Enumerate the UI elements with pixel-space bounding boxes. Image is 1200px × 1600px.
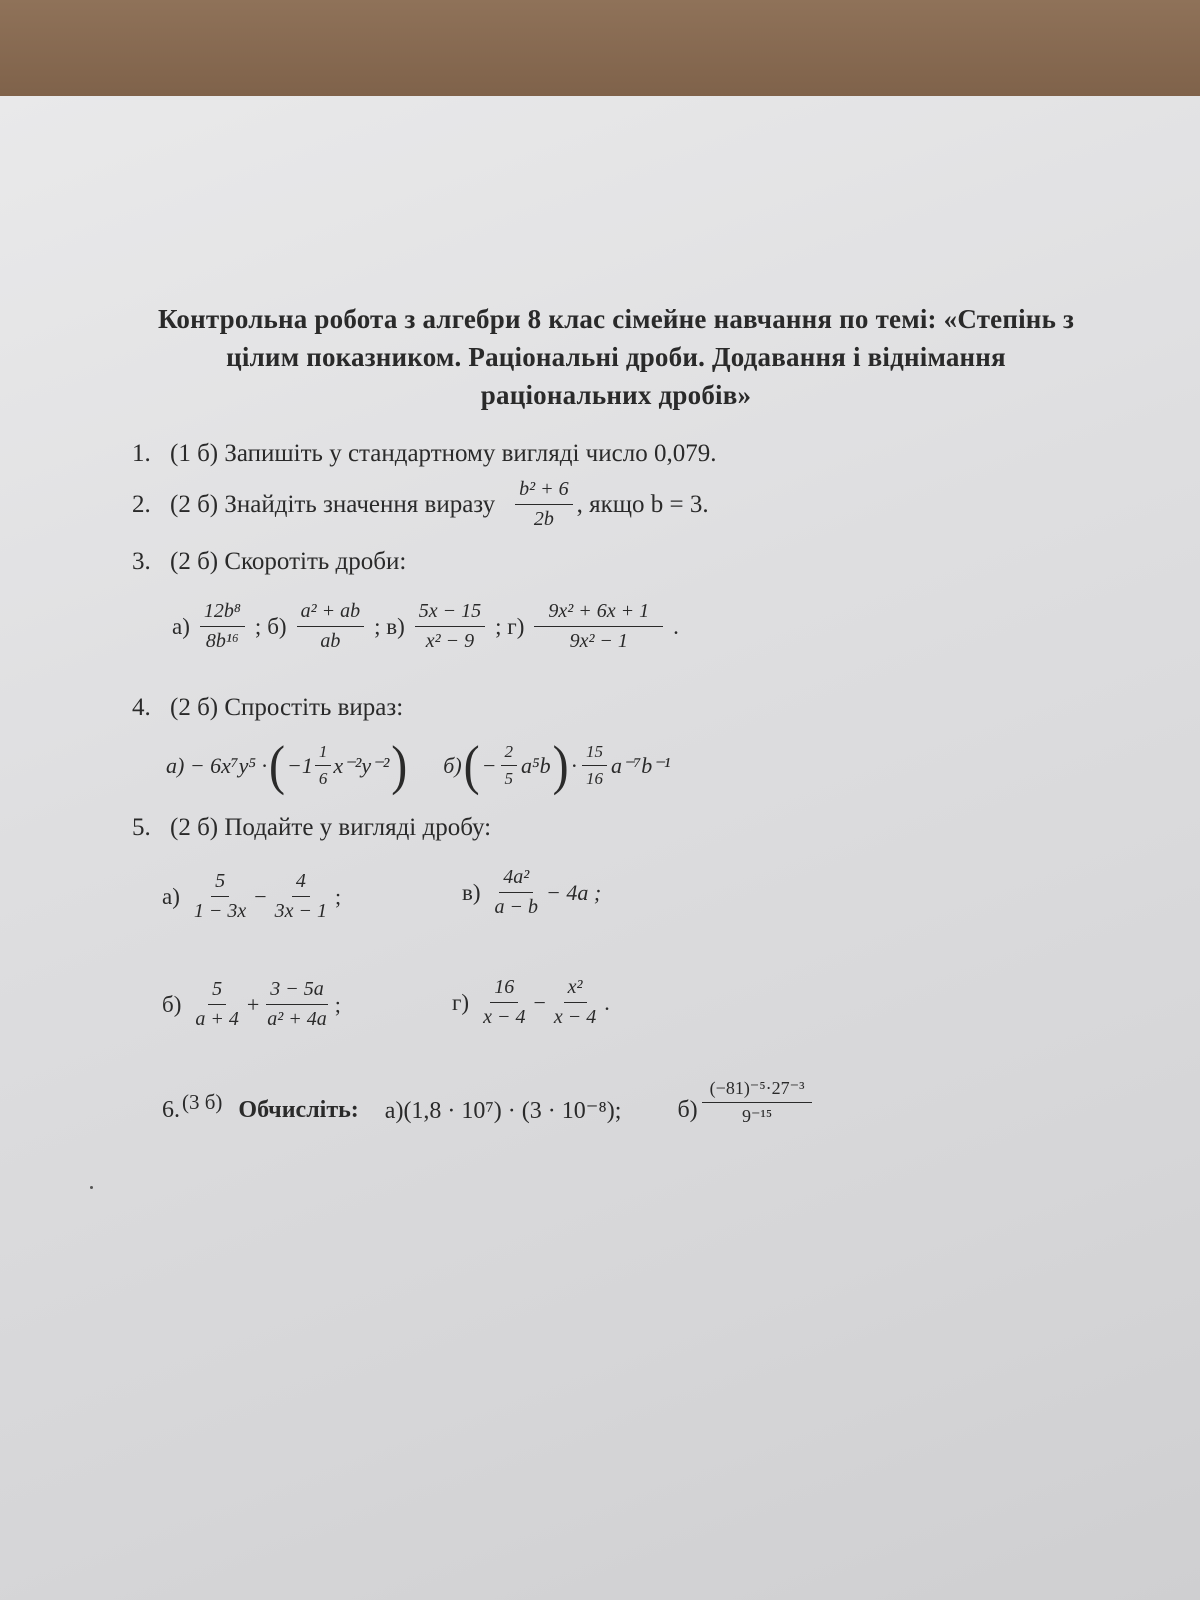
task-4b-tail: a⁻⁷b⁻¹ — [610, 752, 671, 778]
fraction-denominator: 9⁻¹⁵ — [741, 1106, 773, 1126]
fraction-numerator: 4a² — [499, 866, 533, 893]
task-1-number: 1. — [132, 440, 151, 467]
task-1-text: (1 б) Запишіть у стандартному вигляді число 0,079. — [170, 440, 717, 467]
task-5a-label: а) — [162, 883, 180, 909]
task-3-fractions — [172, 600, 685, 653]
task-6-text: Обчисліть: — [238, 1097, 359, 1123]
task-5v — [462, 866, 601, 919]
fraction-numerator: x² — [564, 976, 587, 1003]
test-title — [96, 300, 1136, 414]
task-3-text: (2 б) Скоротіть дроби: — [170, 548, 407, 575]
operator: − — [254, 883, 267, 909]
fraction-denominator: ab — [320, 630, 341, 652]
task-6 — [162, 1078, 816, 1135]
task-3-label-a: а) — [172, 613, 190, 639]
task-2-fraction — [515, 478, 573, 531]
task-3-number: 3. — [132, 548, 151, 575]
fraction-denominator: 9x² − 1 — [569, 630, 628, 652]
task-4-number: 4. — [132, 694, 151, 721]
task-2 — [132, 478, 709, 531]
task-4-text: (2 б) Спростіть вираз: — [170, 694, 404, 721]
task-5 — [132, 814, 491, 842]
fraction-denominator: 16 — [585, 769, 603, 788]
task-5g-fraction-2 — [550, 976, 600, 1029]
terminator: . — [604, 989, 610, 1015]
task-4b-minus: − — [481, 752, 497, 778]
paper-speck — [90, 1186, 93, 1189]
fraction-numerator: 4 — [292, 870, 310, 897]
separator: . — [673, 613, 679, 639]
task-3-fraction-g — [534, 600, 663, 653]
task-5b — [162, 978, 341, 1031]
fraction-denominator: 5 — [504, 769, 514, 788]
task-3 — [132, 548, 406, 576]
task-3-fraction-v — [415, 600, 485, 653]
task-3-fraction-a — [200, 600, 245, 653]
task-2-text: (2 б) Знайдіть значення виразу — [170, 490, 496, 518]
operator: − — [533, 989, 546, 1015]
fraction-denominator: 8b¹⁶ — [205, 630, 239, 652]
task-4b-inner-end: a⁵b — [521, 752, 551, 778]
task-2-numerator: b² + 6 — [515, 478, 573, 505]
task-6b-label: б) — [677, 1097, 698, 1123]
task-4b-prefix: б) — [443, 752, 462, 778]
task-2-denominator: 2b — [533, 508, 554, 530]
fraction-denominator: 6 — [318, 769, 328, 788]
task-3-fraction-b — [297, 600, 365, 653]
terminator: ; — [335, 883, 342, 909]
task-3-label-b: б) — [267, 613, 287, 639]
task-5b-label: б) — [162, 991, 182, 1017]
fraction-numerator: 12b⁸ — [200, 600, 245, 627]
task-4 — [132, 694, 403, 722]
task-5g-fraction-1 — [479, 976, 529, 1029]
fraction-numerator: 2 — [501, 742, 518, 766]
operator: + — [246, 991, 260, 1017]
task-5g — [452, 976, 610, 1029]
task-5b-fraction-2 — [263, 978, 331, 1031]
fraction-denominator: 1 − 3x — [193, 900, 247, 922]
task-4b-dot: · — [570, 752, 578, 778]
task-5a-fraction-1 — [190, 870, 250, 923]
task-5v-tail: − 4a ; — [546, 879, 602, 905]
task-5-text: (2 б) Подайте у вигляді дробу: — [170, 814, 492, 841]
task-4b-fraction-2 — [582, 742, 607, 789]
fraction-denominator: x² − 9 — [425, 630, 475, 652]
fraction-denominator: 3x − 1 — [274, 900, 328, 922]
task-5v-fraction — [491, 866, 543, 919]
task-5g-label: г) — [452, 989, 470, 1015]
separator: ; в) — [374, 613, 405, 639]
fraction-numerator: 1 — [315, 742, 332, 766]
task-2-condition: , якщо b = 3. — [576, 490, 709, 518]
fraction-numerator: 3 − 5a — [266, 978, 328, 1005]
task-4a-prefix: а) − 6x⁷y⁵ · — [166, 752, 267, 778]
fraction-denominator: a² + 4a — [267, 1008, 327, 1030]
fraction-numerator: 16 — [490, 976, 518, 1003]
separator: ; — [254, 613, 262, 639]
task-4a-inner-start: −1 — [286, 752, 313, 778]
task-4a-mixed-fraction — [315, 742, 332, 789]
task-6b-fraction — [702, 1078, 813, 1127]
table-background — [0, 0, 1200, 104]
task-5a — [162, 870, 341, 923]
fraction-numerator: 5x − 15 — [415, 600, 485, 627]
paren-open: ( — [269, 735, 285, 796]
title-line-1: Контрольна робота з алгебри 8 клас сімейне навчання по темі: «Степінь з — [157, 304, 1075, 334]
task-4-expressions — [166, 735, 671, 796]
title-line-3: раціональних дробів» — [480, 380, 752, 410]
task-1 — [132, 440, 716, 468]
fraction-numerator: a² + ab — [297, 600, 365, 627]
task-5-number: 5. — [132, 814, 151, 841]
fraction-numerator: 9x² + 6x + 1 — [534, 600, 663, 627]
task-2-number: 2. — [132, 490, 151, 518]
fraction-numerator: 15 — [582, 742, 607, 766]
task-5a-fraction-2 — [271, 870, 331, 923]
task-6-number: 6. — [162, 1097, 180, 1123]
task-6a: а)(1,8 · 10⁷) · (3 · 10⁻⁸); — [384, 1098, 622, 1124]
fraction-numerator: 5 — [211, 870, 229, 897]
task-4b-fraction — [501, 742, 518, 789]
fraction-numerator: (−81)⁻⁵·27⁻³ — [702, 1078, 813, 1103]
paren-open: ( — [463, 735, 480, 796]
fraction-numerator: 5 — [208, 978, 226, 1005]
fraction-denominator: a + 4 — [195, 1008, 239, 1030]
title-line-2: цілим показником. Раціональні дроби. Додавання і віднімання — [226, 342, 1006, 372]
task-5b-fraction-1 — [191, 978, 243, 1031]
paren-close: ) — [391, 735, 408, 796]
task-5v-label: в) — [462, 879, 481, 905]
fraction-denominator: x − 4 — [553, 1006, 597, 1028]
terminator: ; — [334, 991, 341, 1017]
paren-close: ) — [552, 735, 569, 796]
separator: ; г) — [495, 613, 525, 639]
task-6-points: (3 б) — [182, 1090, 223, 1114]
fraction-denominator: x − 4 — [483, 1006, 526, 1028]
fraction-denominator: a − b — [494, 896, 539, 918]
task-4a-inner-end: x⁻²y⁻² — [333, 752, 390, 778]
